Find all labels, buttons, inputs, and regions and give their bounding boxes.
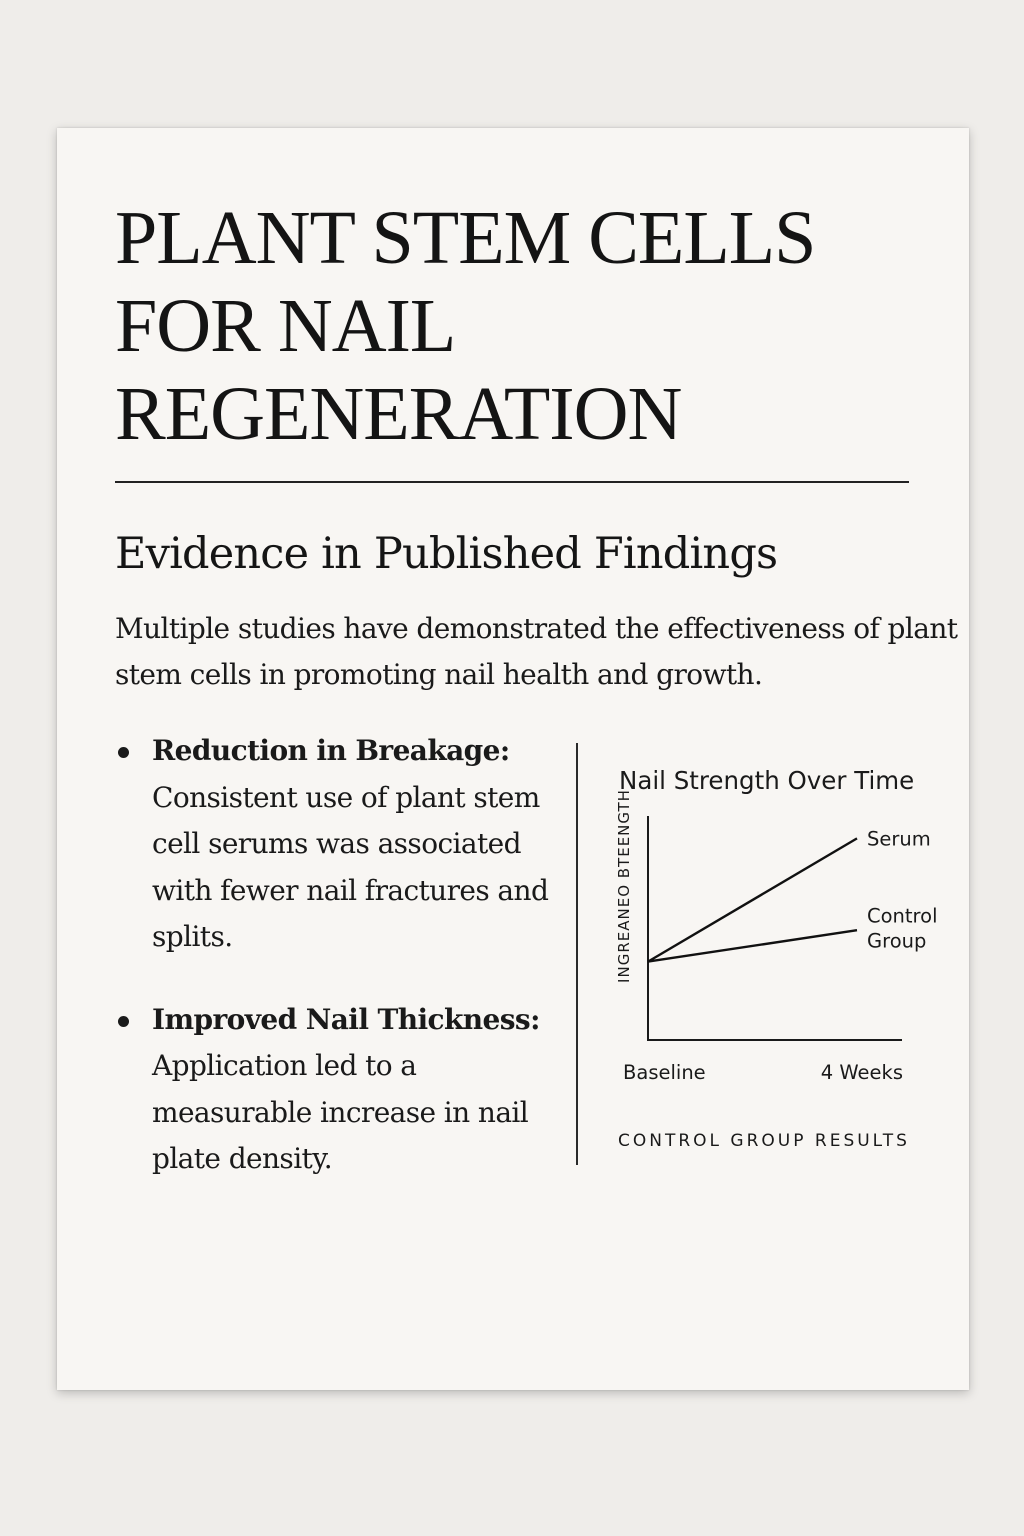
document-sheet bbox=[57, 128, 969, 1390]
chart-title: Nail Strength Over Time bbox=[619, 766, 915, 795]
series-label: Control bbox=[867, 904, 938, 928]
bullet-icon bbox=[118, 1016, 129, 1027]
bullet-icon bbox=[118, 747, 129, 758]
x-tick-labels bbox=[623, 1061, 903, 1084]
section-heading: Evidence in Published Findings bbox=[115, 529, 778, 579]
top-divider bbox=[115, 481, 909, 483]
finding-item bbox=[115, 728, 575, 961]
finding-text: Consistent use of plant stem cell serums was associated with fewer nail fractures and splits. bbox=[152, 780, 549, 953]
column-divider bbox=[576, 743, 578, 1165]
series-label: Group bbox=[867, 929, 927, 953]
chart-caption: CONTROL GROUP RESULTS bbox=[618, 1131, 910, 1151]
title-line: FOR NAIL bbox=[115, 284, 456, 368]
x-tick-label: 4 Weeks bbox=[820, 1061, 903, 1084]
y-axis-label: INGREANEO BTEENGTH bbox=[615, 789, 633, 983]
finding-text: Application led to a measurable increase in nail plate density. bbox=[152, 1049, 529, 1175]
title-line: PLANT STEM CELLS bbox=[115, 196, 816, 280]
x-tick-label: Baseline bbox=[623, 1061, 706, 1084]
nail-strength-chart bbox=[597, 748, 967, 1168]
finding-title: Reduction in Breakage: bbox=[152, 734, 510, 767]
intro-paragraph: Multiple studies have demonstrated the effectiveness of plant stem cells in promoting nail health and growth. bbox=[115, 612, 958, 691]
findings-list bbox=[115, 728, 575, 1219]
series-label: Serum bbox=[867, 827, 931, 851]
finding-title: Improved Nail Thickness: bbox=[152, 1002, 540, 1036]
finding-item bbox=[115, 997, 575, 1183]
series-layer bbox=[648, 827, 938, 961]
series-line-0 bbox=[648, 838, 857, 961]
title-line: REGENERATION bbox=[115, 372, 682, 456]
series-line-1 bbox=[648, 930, 857, 961]
document-title bbox=[115, 194, 915, 458]
